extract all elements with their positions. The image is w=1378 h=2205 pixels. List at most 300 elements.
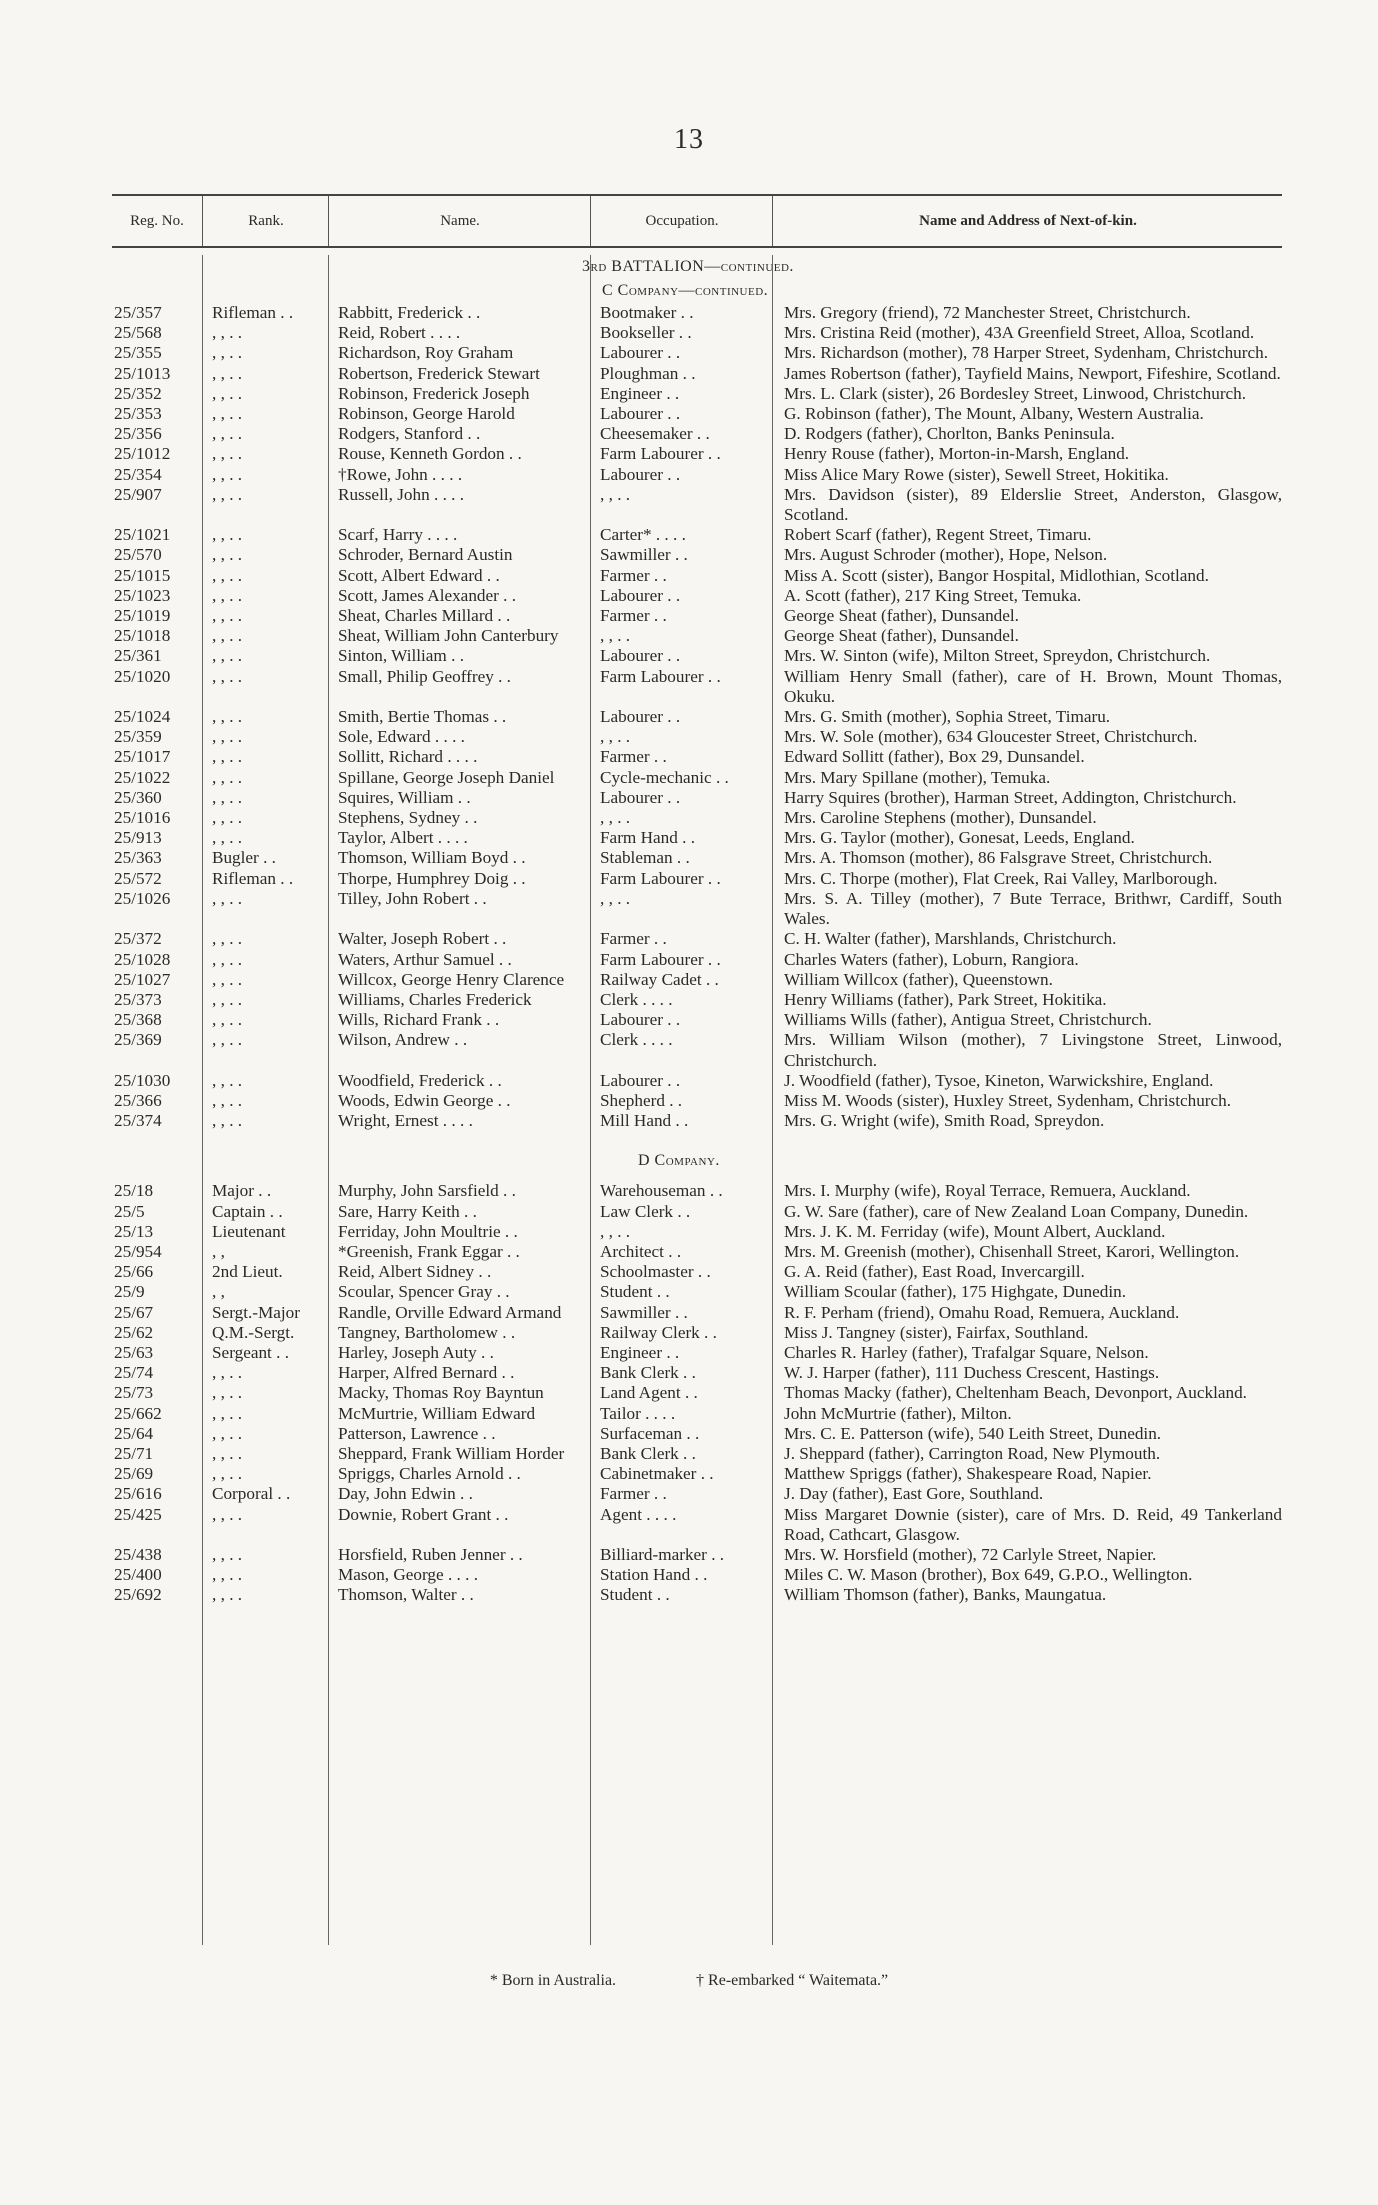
next-of-kin-cell: Charles Waters (father), Loburn, Rangiora. [784, 949, 1079, 969]
occupation-cell: Labourer . . [600, 707, 681, 727]
column-rule [590, 255, 591, 1945]
reg-no-cell: 25/361 [114, 646, 162, 666]
occupation-cell: Farm Labourer . . [600, 444, 721, 464]
table-row [112, 485, 1282, 525]
reg-no-cell: 25/568 [114, 323, 162, 343]
name-cell: Scott, James Alexander . . [338, 585, 517, 605]
reg-no-cell: 25/425 [114, 1504, 162, 1524]
table-row [112, 707, 1282, 727]
rank-cell: Captain . . [212, 1201, 283, 1221]
next-of-kin-cell: Charles R. Harley (father), Trafalgar Square, Nelson. [784, 1342, 1149, 1362]
reg-no-cell: 25/570 [114, 545, 162, 565]
reg-no-cell: 25/907 [114, 484, 162, 504]
table-row [112, 970, 1282, 990]
name-cell: Reid, Robert . . . . [338, 323, 461, 343]
table-row [112, 808, 1282, 828]
roll-table [112, 255, 1282, 1945]
name-cell: Wright, Ernest . . . . [338, 1111, 473, 1131]
table-row [112, 848, 1282, 868]
name-cell: McMurtrie, William Edward [338, 1403, 536, 1423]
table-row [112, 606, 1282, 626]
column-rule [202, 255, 203, 1945]
reg-no-cell: 25/1024 [114, 707, 171, 727]
occupation-cell: Labourer . . [600, 404, 681, 424]
reg-no-cell: 25/1023 [114, 585, 171, 605]
occupation-cell: Shepherd . . [600, 1090, 683, 1110]
reg-no-cell: 25/353 [114, 404, 162, 424]
reg-no-cell: 25/1013 [114, 363, 171, 383]
reg-no-cell: 25/438 [114, 1544, 162, 1564]
name-cell: Mason, George . . . . [338, 1565, 479, 1585]
name-cell: Sheat, Charles Millard . . [338, 606, 511, 626]
next-of-kin-cell: G. A. Reid (father), East Road, Invercargill. [784, 1262, 1085, 1282]
rank-cell: , , . . [212, 989, 243, 1009]
rank-cell: , , . . [212, 383, 243, 403]
rank-cell: , , . . [212, 606, 243, 626]
occupation-cell: Cycle-mechanic . . [600, 767, 729, 787]
rank-cell: , , . . [212, 1565, 243, 1585]
table-row [112, 1505, 1282, 1545]
name-cell: Sheat, William John Canterbury [338, 626, 559, 646]
reg-no-cell: 25/1028 [114, 949, 171, 969]
header-next-of-kin: Name and Address of Next-of-kin. [772, 196, 1283, 246]
occupation-cell: Labourer . . [600, 1070, 681, 1090]
reg-no-cell: 25/62 [114, 1322, 154, 1342]
reg-no-cell: 25/1017 [114, 747, 171, 767]
name-cell: Harley, Joseph Auty . . [338, 1342, 494, 1362]
rank-cell: , , . . [212, 828, 243, 848]
reg-no-cell: 25/662 [114, 1403, 162, 1423]
name-cell: Woodfield, Frederick . . [338, 1070, 502, 1090]
next-of-kin-cell: Mrs. A. Thomson (mother), 86 Falsgrave Street, Christchurch. [784, 848, 1213, 868]
occupation-cell: Station Hand . . [600, 1565, 708, 1585]
reg-no-cell: 25/369 [114, 1030, 162, 1050]
next-of-kin-cell: Mrs. J. K. M. Ferriday (wife), Mount Albert, Auckland. [784, 1221, 1166, 1241]
next-of-kin-cell: Edward Sollitt (father), Box 29, Dunsandel. [784, 747, 1085, 767]
footnotes [0, 1972, 1378, 1990]
rank-cell: , , . . [212, 808, 243, 828]
header-rank: Rank. [202, 196, 329, 246]
next-of-kin-cell: Mrs. Davidson (sister), 89 Elderslie Street, Anderston, Glasgow, Scotland. [784, 484, 1282, 525]
reg-no-cell: 25/13 [114, 1221, 154, 1241]
rank-cell: , , . . [212, 1504, 243, 1524]
rank-cell: , , . . [212, 727, 243, 747]
column-rule [772, 255, 773, 1945]
reg-no-cell: 25/1030 [114, 1070, 171, 1090]
occupation-cell: Farm Labourer . . [600, 666, 721, 686]
occupation-cell: Bank Clerk . . [600, 1443, 696, 1463]
name-cell: Rabbitt, Frederick . . [338, 303, 481, 322]
reg-no-cell: 25/374 [114, 1111, 162, 1131]
next-of-kin-cell: W. J. Harper (father), 111 Duchess Crescent, Hastings. [784, 1363, 1160, 1383]
reg-no-cell: 25/400 [114, 1565, 162, 1585]
next-of-kin-cell: Harry Squires (brother), Harman Street, Addington, Christchurch. [784, 787, 1237, 807]
header-occupation: Occupation. [590, 196, 773, 246]
rank-cell: , , . . [212, 1585, 243, 1605]
occupation-cell: Cabinetmaker . . [600, 1464, 714, 1484]
name-cell: Horsfield, Ruben Jenner . . [338, 1544, 523, 1564]
next-of-kin-cell: Matthew Spriggs (father), Shakespeare Road, Napier. [784, 1464, 1152, 1484]
next-of-kin-cell: Mrs. S. A. Tilley (mother), 7 Bute Terrace, Brithwr, Cardiff, South Wales. [784, 888, 1282, 929]
table-row [112, 566, 1282, 586]
reg-no-cell: 25/373 [114, 989, 162, 1009]
rank-cell: , , . . [212, 1544, 243, 1564]
name-cell: Day, John Edwin . . [338, 1484, 473, 1504]
reg-no-cell: 25/954 [114, 1241, 162, 1261]
next-of-kin-cell: Mrs. L. Clark (sister), 26 Bordesley Street, Linwood, Christchurch. [784, 383, 1247, 403]
rank-cell: , , . . [212, 929, 243, 949]
rank-cell: Lieutenant [212, 1221, 286, 1241]
table-row [112, 747, 1282, 767]
rank-cell: , , . . [212, 1443, 243, 1463]
table-row [112, 788, 1282, 808]
name-cell: Spillane, George Joseph Daniel [338, 767, 555, 787]
name-cell: Randle, Orville Edward Armand [338, 1302, 562, 1322]
table-row [112, 828, 1282, 848]
table-row [112, 1282, 1282, 1302]
rank-cell: , , . . [212, 666, 243, 686]
name-cell: Wills, Richard Frank . . [338, 1010, 500, 1030]
reg-no-cell: 25/360 [114, 787, 162, 807]
name-cell: Rouse, Kenneth Gordon . . [338, 444, 522, 464]
name-cell: Ferriday, John Moultrie . . [338, 1221, 518, 1241]
name-cell: Sinton, William . . [338, 646, 464, 666]
occupation-cell: Billiard-marker . . [600, 1544, 725, 1564]
table-row [112, 1030, 1282, 1070]
rank-cell: , , . . [212, 525, 243, 545]
reg-no-cell: 25/9 [114, 1282, 145, 1302]
next-of-kin-cell: Henry Rouse (father), Morton-in-Marsh, England. [784, 444, 1130, 464]
reg-no-cell: 25/354 [114, 464, 162, 484]
reg-no-cell: 25/69 [114, 1464, 154, 1484]
next-of-kin-cell: Mrs. G. Taylor (mother), Gonesat, Leeds, England. [784, 828, 1135, 848]
occupation-cell: , , . . [600, 484, 631, 504]
rank-cell: , , . . [212, 969, 243, 989]
rank-cell: , , . . [212, 787, 243, 807]
company-c-rows [112, 303, 1282, 1131]
name-cell: Rodgers, Stanford . . [338, 424, 481, 444]
table-row [112, 1111, 1282, 1131]
next-of-kin-cell: Mrs. W. Sinton (wife), Milton Street, Spreydon, Christchurch. [784, 646, 1211, 666]
occupation-cell: Student . . [600, 1282, 670, 1302]
occupation-cell: Clerk . . . . [600, 1030, 673, 1050]
occupation-cell: , , . . [600, 626, 631, 646]
company-d-heading: D Company. [638, 1152, 720, 1170]
table-row [112, 1222, 1282, 1242]
name-cell: Willcox, George Henry Clarence [338, 969, 565, 989]
page-number: 13 [674, 124, 704, 155]
table-row [112, 889, 1282, 929]
rank-cell: , , [212, 1282, 225, 1302]
rank-cell: Rifleman . . [212, 868, 294, 888]
rank-cell: , , . . [212, 1030, 243, 1050]
rank-cell: , , . . [212, 565, 243, 585]
next-of-kin-cell: Williams Wills (father), Antigua Street, Christchurch. [784, 1010, 1152, 1030]
reg-no-cell: 25/1026 [114, 888, 171, 908]
reg-no-cell: 25/1016 [114, 808, 171, 828]
name-cell: Robinson, George Harold [338, 404, 515, 424]
table-row [112, 1202, 1282, 1222]
occupation-cell: , , . . [600, 727, 631, 747]
name-cell: Wilson, Andrew . . [338, 1030, 468, 1050]
rank-cell: , , . . [212, 646, 243, 666]
table-row [112, 404, 1282, 424]
footnote-born-australia: * Born in Australia. [489, 1972, 617, 1989]
table-row [112, 990, 1282, 1010]
table-row [112, 667, 1282, 707]
rank-cell: , , . . [212, 949, 243, 969]
name-cell: Harper, Alfred Bernard . . [338, 1363, 515, 1383]
table-row [112, 1343, 1282, 1363]
occupation-cell: Labourer . . [600, 585, 681, 605]
occupation-cell: Carter* . . . . [600, 525, 686, 545]
reg-no-cell: 25/692 [114, 1585, 162, 1605]
table-row [112, 465, 1282, 485]
reg-no-cell: 25/63 [114, 1342, 154, 1362]
table-row [112, 1545, 1282, 1565]
next-of-kin-cell: William Henry Small (father), care of H. Brown, Mount Thomas, Okuku. [784, 666, 1282, 706]
table-row [112, 869, 1282, 889]
occupation-cell: Labourer . . [600, 787, 681, 807]
rank-cell: , , . . [212, 1383, 243, 1403]
occupation-cell: Farmer . . [600, 1484, 667, 1504]
table-row [112, 929, 1282, 949]
rank-cell: , , . . [212, 444, 243, 464]
table-row [112, 1181, 1282, 1201]
rank-cell: , , . . [212, 545, 243, 565]
next-of-kin-cell: Mrs. C. E. Patterson (wife), 540 Leith Street, Dunedin. [784, 1423, 1162, 1443]
next-of-kin-cell: Mrs. Richardson (mother), 78 Harper Street, Sydenham, Christchurch. [784, 343, 1269, 363]
company-c-heading: C Company—continued. [602, 282, 769, 299]
occupation-cell: Land Agent . . [600, 1383, 698, 1403]
next-of-kin-cell: William Thomson (father), Banks, Maungatua. [784, 1585, 1107, 1605]
rank-cell: , , . . [212, 1070, 243, 1090]
table-row [112, 323, 1282, 343]
reg-no-cell: 25/359 [114, 727, 162, 747]
rank-cell: , , . . [212, 343, 243, 363]
table-row [112, 525, 1282, 545]
occupation-cell: Stableman . . [600, 848, 690, 868]
table-row [112, 384, 1282, 404]
rank-cell: , , . . [212, 767, 243, 787]
name-cell: Macky, Thomas Roy Bayntun [338, 1383, 544, 1403]
table-row [112, 1484, 1282, 1504]
reg-no-cell: 25/1019 [114, 606, 171, 626]
next-of-kin-cell: Mrs. Mary Spillane (mother), Temuka. [784, 767, 1051, 787]
rank-cell: , , . . [212, 363, 243, 383]
name-cell: Woods, Edwin George . . [338, 1090, 511, 1110]
table-row [112, 1383, 1282, 1403]
table-row [112, 1444, 1282, 1464]
occupation-cell: Tailor . . . . [600, 1403, 676, 1423]
table-row [112, 586, 1282, 606]
name-cell: Waters, Arthur Samuel . . [338, 949, 512, 969]
next-of-kin-cell: James Robertson (father), Tayfield Mains, Newport, Fifeshire, Scotland. [784, 363, 1281, 383]
next-of-kin-cell: Mrs. August Schroder (mother), Hope, Nelson. [784, 545, 1108, 565]
next-of-kin-cell: Henry Williams (father), Park Street, Hokitika. [784, 989, 1107, 1009]
occupation-cell: Engineer . . [600, 383, 680, 403]
table-row [112, 646, 1282, 666]
reg-no-cell: 25/363 [114, 848, 162, 868]
table-row [112, 1071, 1282, 1091]
next-of-kin-cell: William Willcox (father), Queenstown. [784, 969, 1053, 989]
reg-no-cell: 25/366 [114, 1090, 162, 1110]
next-of-kin-cell: John McMurtrie (father), Milton. [784, 1403, 1012, 1423]
table-row [112, 950, 1282, 970]
next-of-kin-cell: Mrs. W. Sole (mother), 634 Gloucester Street, Christchurch. [784, 727, 1198, 747]
reg-no-cell: 25/18 [114, 1181, 154, 1201]
next-of-kin-cell: Mrs. C. Thorpe (mother), Flat Creek, Rai Valley, Marlborough. [784, 868, 1218, 888]
table-row [112, 303, 1282, 323]
next-of-kin-cell: G. W. Sare (father), care of New Zealand Loan Company, Dunedin. [784, 1201, 1249, 1221]
next-of-kin-cell: Mrs. G. Wright (wife), Smith Road, Spreydon. [784, 1111, 1105, 1131]
next-of-kin-cell: J. Woodfield (father), Tysoe, Kineton, Warwickshire, England. [784, 1070, 1214, 1090]
next-of-kin-cell: Robert Scarf (father), Regent Street, Timaru. [784, 525, 1092, 545]
name-cell: Williams, Charles Frederick [338, 989, 532, 1009]
rank-cell: Bugler . . [212, 848, 276, 868]
reg-no-cell: 25/356 [114, 424, 162, 444]
occupation-cell: Surfaceman . . [600, 1423, 700, 1443]
table-row [112, 424, 1282, 444]
table-row [112, 1363, 1282, 1383]
name-cell: Reid, Albert Sidney . . [338, 1262, 492, 1282]
rank-cell: , , . . [212, 707, 243, 727]
rank-cell: Sergeant . . [212, 1342, 290, 1362]
name-cell: Murphy, John Sarsfield . . [338, 1181, 516, 1201]
next-of-kin-cell: Mrs. Cristina Reid (mother), 43A Greenfield Street, Alloa, Scotland. [784, 323, 1255, 343]
name-cell: Sole, Edward . . . . [338, 727, 465, 747]
header-name: Name. [328, 196, 591, 246]
name-cell: Thomson, William Boyd . . [338, 848, 526, 868]
occupation-cell: , , . . [600, 1221, 631, 1241]
occupation-cell: Farmer . . [600, 606, 667, 626]
occupation-cell: Clerk . . . . [600, 989, 673, 1009]
reg-no-cell: 25/372 [114, 929, 162, 949]
table-row [112, 1424, 1282, 1444]
occupation-cell: Warehouseman . . [600, 1181, 723, 1201]
rank-cell: 2nd Lieut. [212, 1262, 283, 1282]
rank-cell: , , . . [212, 404, 243, 424]
occupation-cell: Sawmiller . . [600, 545, 688, 565]
name-cell: Scott, Albert Edward . . [338, 565, 500, 585]
occupation-cell: Bank Clerk . . [600, 1363, 696, 1383]
name-cell: Russell, John . . . . [338, 484, 465, 504]
rank-cell: , , . . [212, 888, 243, 908]
next-of-kin-cell: Mrs. William Wilson (mother), 7 Livingstone Street, Linwood, Christchurch. [784, 1030, 1282, 1070]
reg-no-cell: 25/1012 [114, 444, 171, 464]
occupation-cell: Cheesemaker . . [600, 424, 710, 444]
name-cell: Smith, Bertie Thomas . . [338, 707, 507, 727]
rank-cell: , , . . [212, 747, 243, 767]
battalion-heading: 3rd BATTALION—continued. [582, 258, 794, 275]
name-cell: Thorpe, Humphrey Doig . . [338, 868, 526, 888]
occupation-cell: , , . . [600, 888, 631, 908]
occupation-cell: Railway Cadet . . [600, 969, 719, 989]
table-row [112, 1010, 1282, 1030]
rank-cell: , , . . [212, 1090, 243, 1110]
next-of-kin-cell: R. F. Perham (friend), Omahu Road, Remuera, Auckland. [784, 1302, 1180, 1322]
occupation-cell: Engineer . . [600, 1342, 680, 1362]
occupation-cell: Law Clerk . . [600, 1201, 691, 1221]
occupation-cell: Farmer . . [600, 929, 667, 949]
next-of-kin-cell: J. Sheppard (father), Carrington Road, New Plymouth. [784, 1443, 1161, 1463]
next-of-kin-cell: Mrs. G. Smith (mother), Sophia Street, Timaru. [784, 707, 1111, 727]
reg-no-cell: 25/368 [114, 1010, 162, 1030]
next-of-kin-cell: Miss J. Tangney (sister), Fairfax, Southland. [784, 1322, 1089, 1342]
table-row [112, 1464, 1282, 1484]
table-row [112, 1585, 1282, 1605]
occupation-cell: Ploughman . . [600, 363, 696, 383]
name-cell: Sheppard, Frank William Horder [338, 1443, 565, 1463]
occupation-cell: Bookseller . . [600, 323, 692, 343]
next-of-kin-cell: Mrs. Caroline Stephens (mother), Dunsandel. [784, 808, 1097, 828]
next-of-kin-cell: Mrs. W. Horsfield (mother), 72 Carlyle Street, Napier. [784, 1544, 1157, 1564]
table-row [112, 768, 1282, 788]
occupation-cell: Labourer . . [600, 464, 681, 484]
name-cell: Tilley, John Robert . . [338, 888, 487, 908]
next-of-kin-cell: C. H. Walter (father), Marshlands, Christchurch. [784, 929, 1117, 949]
table-row [112, 545, 1282, 565]
header-reg-no: Reg. No. [130, 213, 184, 229]
occupation-cell: Labourer . . [600, 646, 681, 666]
reg-no-cell: 25/64 [114, 1423, 154, 1443]
rank-cell: , , . . [212, 1423, 243, 1443]
reg-no-cell: 25/357 [114, 303, 162, 322]
next-of-kin-cell: Miss Margaret Downie (sister), care of Mrs. D. Reid, 49 Tankerland Road, Cathcart, Glasgow. [784, 1504, 1282, 1544]
next-of-kin-cell: George Sheat (father), Dunsandel. [784, 606, 1019, 626]
rank-cell: , , . . [212, 464, 243, 484]
footnote-re-embarked: † Re-embarked “ Waitemata.” [696, 1972, 889, 1989]
table-row [112, 1323, 1282, 1343]
rank-cell: , , . . [212, 1464, 243, 1484]
occupation-cell: Labourer . . [600, 343, 681, 363]
reg-no-cell: 25/1022 [114, 767, 171, 787]
next-of-kin-cell: D. Rodgers (father), Chorlton, Banks Peninsula. [784, 424, 1115, 444]
name-cell: Scoular, Spencer Gray . . [338, 1282, 510, 1302]
rank-cell: , , . . [212, 1111, 243, 1131]
column-rule [328, 255, 329, 1945]
next-of-kin-cell: Miss M. Woods (sister), Huxley Street, Sydenham, Christchurch. [784, 1090, 1232, 1110]
name-cell: Richardson, Roy Graham [338, 343, 514, 363]
reg-no-cell: 25/73 [114, 1383, 154, 1403]
rank-cell: Major . . [212, 1181, 272, 1201]
reg-no-cell: 25/74 [114, 1363, 154, 1383]
name-cell: Small, Philip Geoffrey . . [338, 666, 511, 686]
next-of-kin-cell: Thomas Macky (father), Cheltenham Beach, Devonport, Auckland. [784, 1383, 1247, 1403]
table-row [112, 1303, 1282, 1323]
occupation-cell: Railway Clerk . . [600, 1322, 717, 1342]
table-row [112, 343, 1282, 363]
table-row [112, 1091, 1282, 1111]
occupation-cell: Labourer . . [600, 1010, 681, 1030]
reg-no-cell: 25/352 [114, 383, 162, 403]
name-cell: Squires, William . . [338, 787, 471, 807]
table-row [112, 444, 1282, 464]
name-cell: Walter, Joseph Robert . . [338, 929, 507, 949]
next-of-kin-cell: Miss Alice Mary Rowe (sister), Sewell Street, Hokitika. [784, 464, 1169, 484]
rank-cell: , , . . [212, 323, 243, 343]
rank-cell: , , . . [212, 1010, 243, 1030]
rank-cell: , , [212, 1241, 225, 1261]
next-of-kin-cell: A. Scott (father), 217 King Street, Temuka. [784, 585, 1082, 605]
occupation-cell: Farm Labourer . . [600, 949, 721, 969]
name-cell: Robertson, Frederick Stewart [338, 363, 540, 383]
name-cell: Stephens, Sydney . . [338, 808, 478, 828]
occupation-cell: Farm Labourer . . [600, 868, 721, 888]
next-of-kin-cell: Mrs. I. Murphy (wife), Royal Terrace, Remuera, Auckland. [784, 1181, 1191, 1201]
name-cell: Sollitt, Richard . . . . [338, 747, 478, 767]
table-row [112, 1565, 1282, 1585]
